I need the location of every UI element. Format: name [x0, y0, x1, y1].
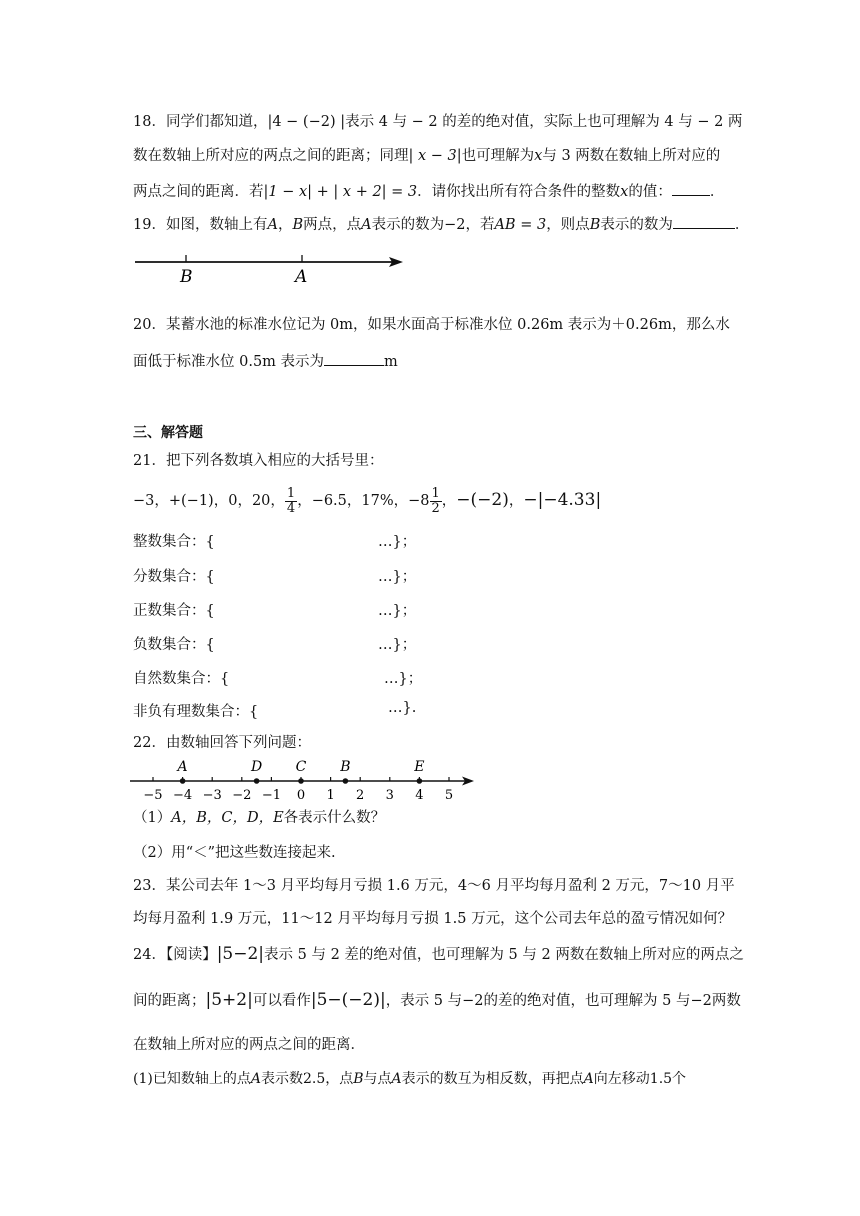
q22-points [176, 759, 425, 784]
q18-text: 数在数轴上所对应的两点之间的距离；同理 [133, 148, 409, 164]
q18-text: 与 3 两数在数轴上所对应的 [542, 148, 721, 164]
q20-answer-blank[interactable] [324, 350, 384, 366]
q22-letters: A，B，C，D，E [171, 810, 284, 826]
q21-set-nonnegative-label: 非负有理数集合：{ [133, 704, 259, 720]
q22-point-c [298, 778, 304, 784]
q22-text: （1） [133, 810, 172, 826]
q20-unit: m [384, 354, 398, 370]
q18-variable-x: x [620, 184, 629, 200]
q22-point-label: B [340, 759, 351, 775]
q18-variable-x: x [534, 148, 543, 164]
q24-point-a: A [583, 1071, 594, 1087]
q24-point-a: A [250, 1071, 261, 1087]
q21-set-integers-end: …}； [378, 534, 417, 550]
q21-set-positive-label: 正数集合：{ [133, 603, 215, 619]
q19-answer-blank[interactable] [673, 213, 735, 229]
q19-label-b: B [180, 267, 193, 287]
q19-value: −2 [444, 217, 466, 233]
q18-equation: |1 − x| + | x + 2| = 3 [263, 184, 418, 200]
q22-sub2: （2）用“＜”把这些数连接起来. [133, 845, 336, 861]
q24-text: 表示的数互为相反数，再把点 [401, 1071, 584, 1087]
q21-separator: ， [237, 493, 252, 509]
q19-text: 表示的数为 [371, 217, 445, 233]
q19-text: 表示的数为 [600, 217, 673, 233]
q22-point-label: A [177, 759, 188, 775]
q24-point-a: A [391, 1071, 402, 1087]
q21-number: 20 [251, 493, 271, 509]
q18-text: ． [709, 184, 725, 200]
q24-text: 向左移动 [593, 1071, 650, 1087]
q24-text: 的差的绝对值，也可理解为 5 与 [483, 993, 691, 1009]
q18-text: ．请你找出所有符合条件的整数 [417, 184, 621, 200]
q21-set-natural-end: …}； [384, 671, 423, 687]
q22-number-line [128, 755, 478, 807]
q18-answer-blank[interactable] [672, 180, 710, 196]
q24-value: 2.5 [302, 1071, 326, 1087]
q19-line1 [133, 213, 749, 235]
q24-text: 两数 [711, 993, 741, 1009]
q24-line1 [133, 944, 744, 965]
q20-line1: 20．某蓄水池的标准水位记为 0m，如果水面高于标准水位 0.26m 表示为＋0.26m，那么水 [133, 317, 730, 333]
q21-set-integers-label: 整数集合：{ [133, 534, 215, 550]
fraction-numerator: 1 [286, 485, 296, 501]
q21-separator: ， [270, 493, 285, 509]
q21-number: −6.5 [311, 493, 347, 509]
q24-text: 表示数 [260, 1071, 303, 1087]
q19-point-b: B [292, 217, 304, 233]
q21-number: 17% [361, 493, 394, 509]
fraction-denominator: 4 [286, 500, 296, 516]
q21-separator: ， [441, 493, 457, 509]
q18-abs-expression-2: | x − 3| [408, 148, 462, 164]
q21-number: −|−4.33| [523, 490, 602, 510]
fraction-denominator: 2 [431, 500, 440, 516]
q24-line3: 在数轴上所对应的两点之间的距离． [133, 1037, 365, 1053]
q22-tick-label: 2 [356, 788, 365, 803]
q18-line2 [133, 146, 720, 166]
q19-point-b: B [589, 217, 601, 233]
q22-tick-label: 4 [415, 788, 424, 803]
q22-intro: 22．由数轴回答下列问题： [133, 735, 311, 751]
q19-text: 19．如图，数轴上有 [133, 217, 268, 233]
q19-text: ，若 [465, 217, 495, 233]
q21-separator: ， [393, 493, 409, 509]
q22-tick-label: 5 [444, 788, 454, 803]
q18-line3 [133, 180, 724, 202]
q22-point-a [180, 778, 186, 784]
q24-line2 [133, 990, 741, 1011]
q24-value: 1.5 [649, 1071, 673, 1087]
q21-set-negative-label: 负数集合：{ [133, 637, 215, 653]
q22-tick-label: −3 [202, 788, 222, 803]
q22-tick-label: −1 [261, 788, 281, 803]
q22-point-b [343, 778, 349, 784]
q24-value: −2 [462, 993, 484, 1009]
q21-separator: ， [346, 493, 362, 509]
q18-line1 [133, 112, 742, 132]
q18-text: 的值： [628, 184, 672, 200]
q21-separator: ， [213, 493, 229, 509]
q19-text: 两点，点 [303, 217, 362, 233]
q23-line2: 均每月盈利 1.9 万元，11～12 月平均每月亏损 1.5 万元，这个公司去年总的盈亏情况如何？ [133, 911, 733, 927]
q18-abs-expression-1: |4 − (−2) | [267, 114, 346, 130]
q21-set-negative-end: …}； [378, 637, 417, 653]
q24-text: 间的距离； [133, 993, 206, 1009]
q18-text: 两点之间的距离．若 [133, 184, 264, 200]
q21-number-list [133, 480, 601, 521]
q21-set-positive-end: …}； [378, 603, 417, 619]
q22-point-label: E [414, 759, 425, 775]
q19-point-a: A [361, 217, 372, 233]
q20-line2 [133, 350, 398, 372]
q21-intro: 21．把下列各数填入相应的大括号里： [133, 453, 384, 469]
q18-text: 表示 4 与 − 2 的差的绝对值，实际上也可理解为 4 与 − 2 两 [345, 114, 743, 130]
q24-line4 [133, 1069, 686, 1089]
q23-line1: 23．某公司去年 1～3 月平均每月亏损 1.6 万元，4～6 月平均每月盈利 2 万元，7～10 月平 [133, 878, 735, 894]
q21-number: −3 [133, 493, 155, 509]
q24-abs-expression-1: |5−2| [216, 944, 265, 964]
q22-point-label: C [295, 759, 307, 775]
q19-number-line [130, 248, 410, 288]
q24-text: 24．【阅读】 [133, 947, 217, 963]
q24-text: ，点 [325, 1071, 354, 1087]
q24-text: (1)已知数轴上的点 [133, 1071, 251, 1087]
q19-text: ． [734, 217, 750, 233]
q21-number: −8 [408, 493, 430, 509]
q19-label-a: A [295, 267, 308, 287]
q21-number: 0 [228, 493, 238, 509]
q21-separator: ， [508, 493, 524, 509]
q20-text: 面低于标准水位 0.5m 表示为 [133, 354, 325, 370]
q19-text: ， [277, 217, 293, 233]
q21-separator: ， [297, 493, 312, 509]
q21-number: +(−1) [168, 493, 214, 509]
q22-tick-label: −2 [232, 788, 252, 803]
q22-tick-label: 0 [296, 788, 306, 803]
q24-text: 可以看作 [252, 993, 311, 1009]
section-title: 三、解答题 [133, 425, 203, 441]
q21-set-nonnegative-end: …}. [388, 700, 417, 716]
q24-point-b: B [353, 1071, 364, 1087]
q24-abs-expression-2: |5+2| [205, 990, 253, 1010]
q24-value: −2 [690, 993, 712, 1009]
q24-abs-expression-3: |5−(−2)| [310, 990, 386, 1010]
q24-text: ，表示 5 与 [385, 993, 463, 1009]
q21-set-fractions-label: 分数集合：{ [133, 569, 215, 585]
q22-text: 各表示什么数？ [283, 810, 386, 826]
q21-number: −(−2) [456, 490, 509, 510]
q21-set-natural-label: 自然数集合：{ [133, 671, 230, 687]
q22-point-e [417, 778, 423, 784]
q24-text: 表示 5 与 2 差的绝对值，也可理解为 5 与 2 两数在数轴上所对应的两点之 [264, 947, 744, 963]
q22-point-label: D [250, 759, 263, 775]
q22-sub1 [133, 808, 385, 828]
q19-text: ，则点 [546, 217, 590, 233]
q22-tick-label: 1 [326, 788, 335, 803]
q21-set-fractions-end: …}； [378, 569, 417, 585]
q22-tick-label: 3 [385, 788, 394, 803]
q24-text: 个 [672, 1071, 687, 1087]
q22-tick-label: −4 [173, 788, 193, 803]
q18-text: 18．同学们都知道， [133, 114, 268, 130]
q22-tick-label: −5 [143, 788, 163, 803]
q21-separator: ， [154, 493, 169, 509]
q22-point-d [254, 778, 260, 784]
q21-fraction [285, 487, 297, 516]
q24-text: 与点 [363, 1071, 392, 1087]
q19-point-a: A [267, 217, 278, 233]
q19-condition: AB = 3 [494, 217, 547, 233]
q18-text: 也可理解为 [461, 148, 535, 164]
fraction-numerator: 1 [431, 485, 440, 501]
q21-mixed-fraction [430, 487, 442, 516]
